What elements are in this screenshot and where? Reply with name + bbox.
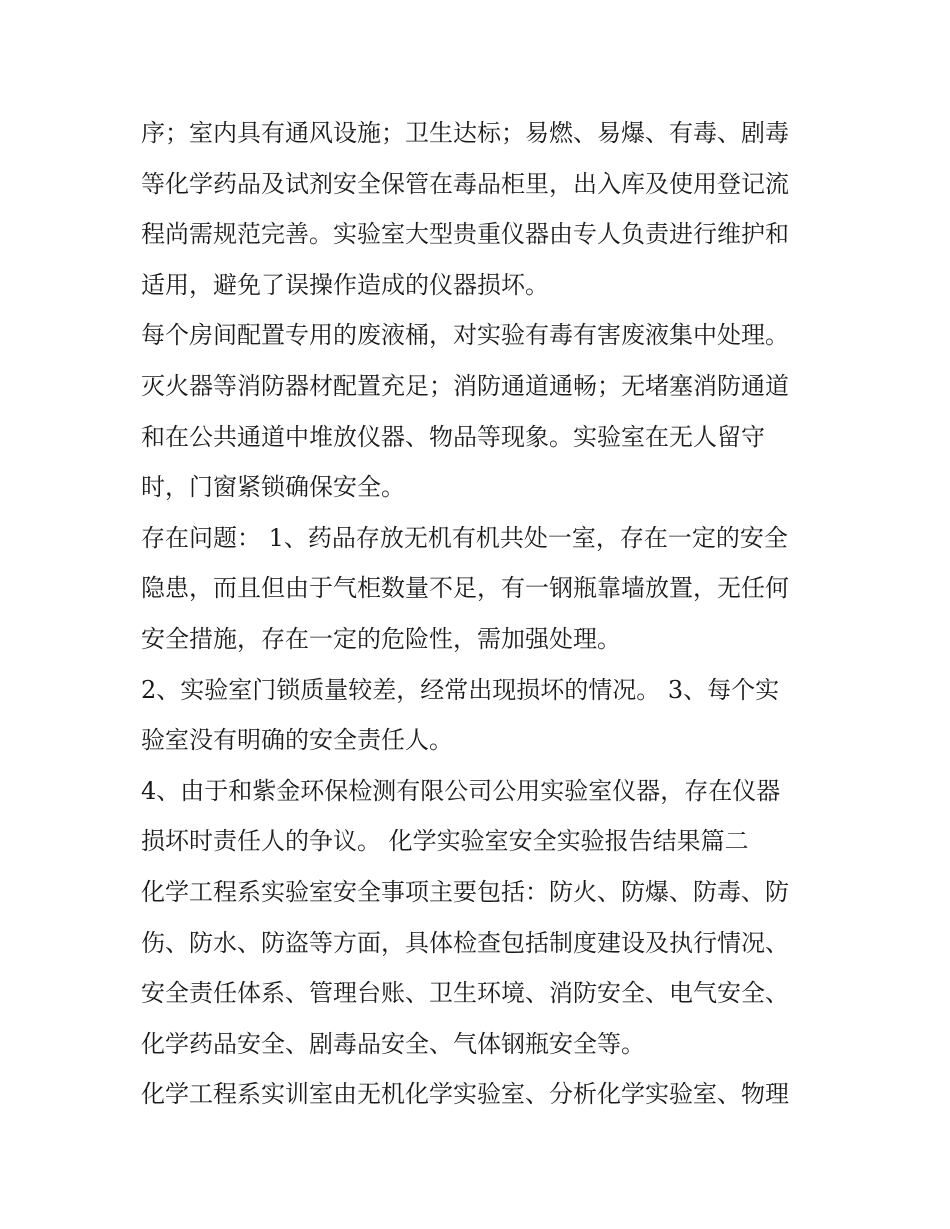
text-line: 和在公共通道中堆放仪器、物品等现象。实验室在无人留守 (141, 422, 765, 451)
text-line: 2、实验室门锁质量较差，经常出现损坏的情况。 3、每个实 (141, 675, 780, 704)
text-line: 安全措施，存在一定的危险性，需加强处理。 (141, 624, 621, 653)
text-line: 每个房间配置专用的废液桶，对实验有毒有害废液集中处理。 (141, 321, 789, 350)
text-line: 灭火器等消防器材配置充足；消防通道通畅；无堵塞消防通道 (141, 371, 789, 400)
text-line: 隐患，而且但由于气柜数量不足，有一钢瓶靠墙放置，无任何 (141, 574, 789, 603)
text-line: 化学工程系实验室安全事项主要包括：防火、防爆、防毒、防 (141, 877, 789, 906)
text-line: 化学药品安全、剧毒品安全、气体钢瓶安全等。 (141, 1029, 645, 1058)
text-line: 存在问题： 1、药品存放无机有机共处一室，存在一定的安全 (141, 523, 788, 552)
text-line: 时，门窗紧锁确保安全。 (141, 473, 405, 502)
text-line: 验室没有明确的安全责任人。 (141, 726, 453, 755)
text-line: 伤、防水、防盗等方面，具体检查包括制度建设及执行情况、 (141, 928, 789, 957)
text-line: 适用，避免了误操作造成的仪器损坏。 (141, 270, 549, 299)
text-line: 4、由于和紫金环保检测有限公司公用实验室仪器，存在仪器 (141, 776, 781, 805)
text-line: 序；室内具有通风设施；卫生达标；易燃、易爆、有毒、剧毒 (141, 119, 789, 147)
document-body (141, 108, 831, 1120)
text-line: 化学工程系实训室由无机化学实验室、分析化学实验室、物理 (141, 1080, 789, 1109)
text-line: 损坏时责任人的争议。 化学实验室安全实验报告结果篇二 (141, 827, 749, 856)
text-line: 程尚需规范完善。实验室大型贵重仪器由专人负责进行维护和 (141, 220, 789, 249)
text-line: 安全责任体系、管理台账、卫生环境、消防安全、电气安全、 (141, 979, 789, 1008)
text-line: 等化学药品及试剂安全保管在毒品柜里，出入库及使用登记流 (141, 169, 789, 198)
